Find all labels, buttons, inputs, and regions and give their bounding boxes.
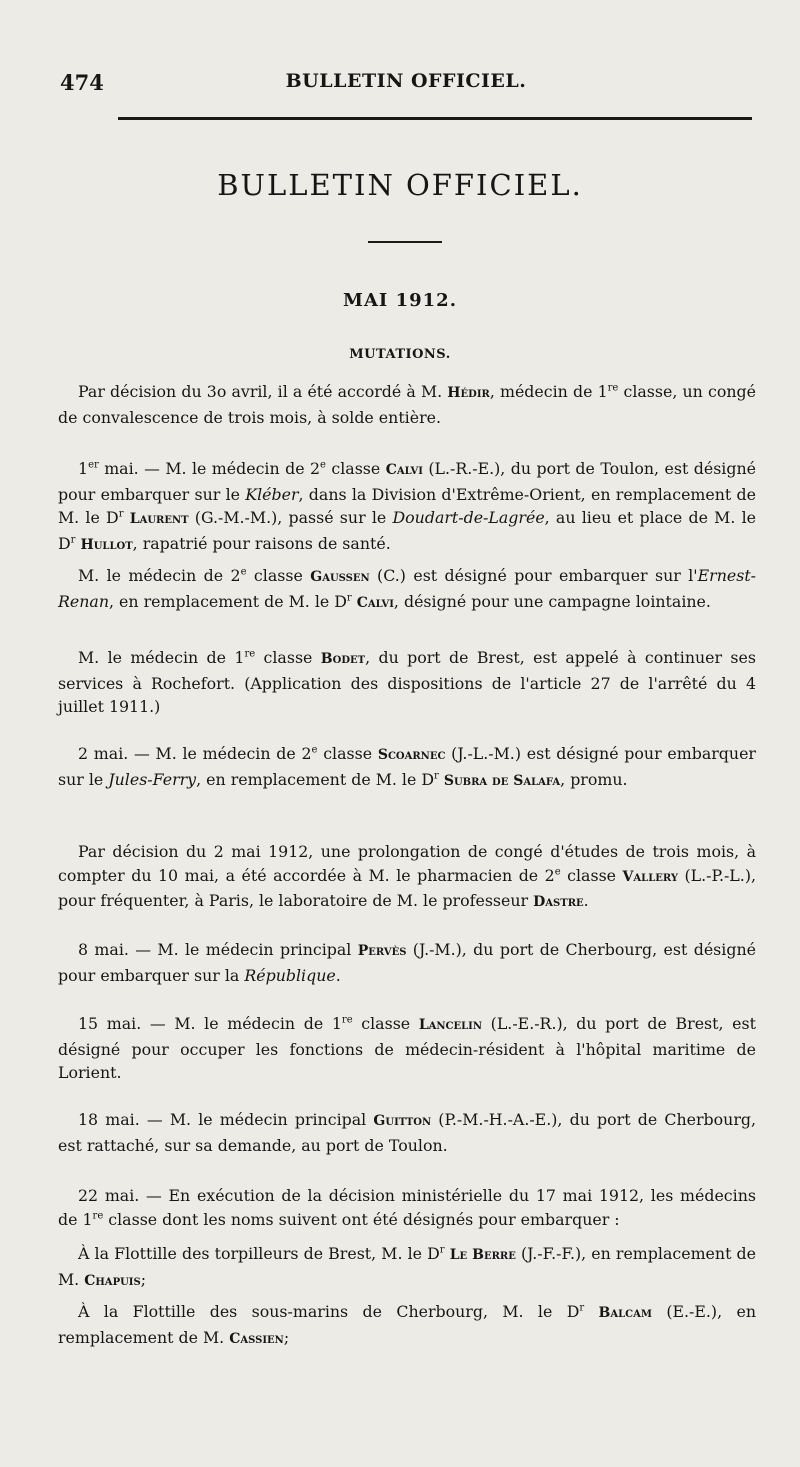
text-run: M. le médecin de 2	[78, 566, 241, 585]
text-run: re	[92, 1210, 104, 1222]
paragraph	[58, 1300, 756, 1351]
paragraph	[58, 1108, 756, 1157]
text-run: classe	[255, 648, 321, 667]
person-name: Bodet	[320, 651, 366, 667]
person-name: Vallery	[622, 868, 678, 885]
text-run: e	[320, 459, 326, 471]
text-run: classe, un congé de convalescence de trois mois, à solde entière.	[58, 382, 756, 427]
text-run: r	[118, 508, 124, 520]
text-run: , en remplacement de M. le D	[196, 769, 435, 789]
text-run: (J.-F.-F.), en remplacement de M.	[58, 1244, 756, 1289]
person-name: Hédir	[447, 385, 490, 401]
person-name: Balcam	[598, 1305, 652, 1321]
text-run: classe	[325, 459, 386, 478]
running-title: BULLETIN OFFICIEL.	[285, 70, 527, 92]
text-run: classe	[317, 744, 378, 763]
text-run: classe	[246, 566, 311, 585]
person-name: Subra de Salafa	[443, 772, 561, 789]
text-run: er	[88, 459, 99, 471]
text-run: (J.-M.), du port de Cherbourg, est désigné pour embarquer sur la	[58, 940, 756, 985]
paragraph	[58, 742, 756, 793]
text-run: r	[434, 770, 439, 782]
paragraph	[58, 1012, 756, 1085]
title-rule	[368, 241, 442, 243]
text-run: (L.-R.-E.), du port de Toulon, est désigné pour embarquer sur le	[58, 459, 756, 504]
text-run: 18 mai. — M. le médecin principal	[78, 1110, 374, 1129]
paragraph	[58, 938, 756, 987]
paragraph	[58, 646, 756, 719]
text-run: re	[607, 382, 619, 394]
text-run: e	[240, 566, 247, 578]
text-run: classe	[352, 1014, 419, 1033]
paragraph	[58, 564, 756, 615]
text-run: re	[244, 648, 256, 660]
text-run: Par décision du 2 mai 1912, une prolongation de congé d'études de trois mois, à compter du 10 mai, a été accordée à M. le pharmacien de 2	[58, 842, 756, 885]
text-run: 2 mai. — M. le médecin de 2	[78, 744, 312, 763]
text-run: 1	[78, 459, 89, 478]
text-run: .	[335, 965, 341, 985]
text-run: , rapatrié pour raisons de santé.	[132, 533, 391, 553]
text-run: 15 mai. — M. le médecin de 1	[78, 1014, 342, 1033]
text-run: e	[554, 866, 561, 878]
person-name: Chapuis	[84, 1272, 141, 1289]
text-run: re	[341, 1014, 353, 1026]
text-run: , du port de Brest, est appelé à continuer ses services à Rochefort. (Application des dispositions de l'article 27 de l'arrêté du 4 juillet 1911.)	[58, 648, 756, 716]
paragraph	[58, 1184, 756, 1231]
text-run: 22 mai. — En exécution de la décision ministérielle du 17 mai 1912, les médecins de 1	[58, 1186, 756, 1229]
person-name: Guitton	[373, 1113, 432, 1129]
text-run: , dans la Division d'Extrême-Orient, en remplacement de M. le D	[58, 484, 757, 527]
section-heading: MUTATIONS.	[349, 347, 451, 362]
text-run: M. le médecin de 1	[78, 648, 245, 667]
person-name: Gaussen	[310, 569, 370, 585]
text-run: r	[579, 1302, 585, 1314]
header-rule	[118, 117, 752, 120]
text-run: r	[439, 1244, 445, 1256]
person-name: Le Berre	[449, 1247, 516, 1263]
paragraph	[58, 380, 756, 429]
person-name: Laurent	[129, 511, 189, 527]
paragraph	[58, 457, 756, 557]
text-run: , médecin de 1	[489, 382, 608, 401]
text-run: , au lieu et place de M. le D	[58, 508, 756, 553]
ship-name: République	[244, 965, 336, 985]
text-run: (P.-M.-H.-A.-E.), du port de Cherbourg, est rattaché, sur sa demande, au port de Toulon.	[58, 1110, 757, 1155]
person-name: Calvi	[356, 594, 394, 611]
text-run: (J.-L.-M.) est désigné pour embarquer sur le	[58, 744, 756, 789]
text-run: r	[70, 534, 76, 546]
page-title: BULLETIN OFFICIEL.	[217, 168, 583, 202]
person-name: Hullot	[80, 536, 133, 553]
text-run: r	[346, 592, 352, 604]
text-run: e	[311, 744, 318, 756]
text-run: (C.) est désigné pour embarquer sur l'	[369, 566, 698, 585]
text-run: , désigné pour une campagne lointaine.	[393, 591, 711, 611]
text-run: À la Flottille des torpilleurs de Brest, M. le D	[78, 1244, 440, 1263]
text-run	[584, 1302, 598, 1321]
text-run: mai. — M. le médecin de 2	[98, 459, 321, 478]
person-name: Lancelin	[418, 1017, 482, 1033]
text-run: classe	[560, 865, 623, 885]
text-run: (G.-M.-M.), passé sur le	[188, 508, 393, 527]
text-run: (L.-P.-L.), pour fréquenter, à Paris, le laboratoire de M. le professeur	[58, 865, 757, 910]
text-run: 8 mai. — M. le médecin principal	[78, 940, 358, 959]
person-name: Calvi	[385, 462, 423, 478]
text-run: , en remplacement de M. le D	[109, 591, 347, 611]
month-heading: MAI 1912.	[343, 290, 457, 311]
text-run: ;	[283, 1327, 290, 1347]
person-name: Scoarnec	[377, 747, 446, 763]
text-run: .	[583, 891, 589, 910]
text-run: , promu.	[560, 769, 628, 789]
text-run: ;	[140, 1269, 147, 1289]
ship-name: Ernest-Renan	[58, 566, 757, 611]
person-name: Cassien	[229, 1330, 284, 1347]
person-name: Dastre	[533, 894, 584, 910]
text-run: (L.-E.-R.), du port de Brest, est désigné pour occuper les fonctions de médecin-résident à l'hôpital maritime de Lorient.	[58, 1014, 756, 1082]
text-run: Par décision du 3o avril, il a été accordé à M.	[78, 382, 448, 401]
running-header	[60, 62, 752, 102]
page-number: 474	[60, 70, 104, 95]
paragraph	[58, 1242, 756, 1293]
text-run: classe dont les noms suivent ont été désignés pour embarquer :	[103, 1209, 620, 1229]
text-run: À la Flottille des sous-marins de Cherbourg, M. le D	[78, 1302, 580, 1321]
person-name: Pervès	[357, 943, 407, 959]
ship-name: Doudart-de-Lagrée	[392, 508, 545, 527]
ship-name: Kléber	[245, 484, 299, 504]
text-run: (E.-E.), en remplacement de M.	[58, 1302, 757, 1347]
paragraph	[58, 840, 756, 915]
ship-name: Jules-Ferry	[108, 769, 197, 789]
